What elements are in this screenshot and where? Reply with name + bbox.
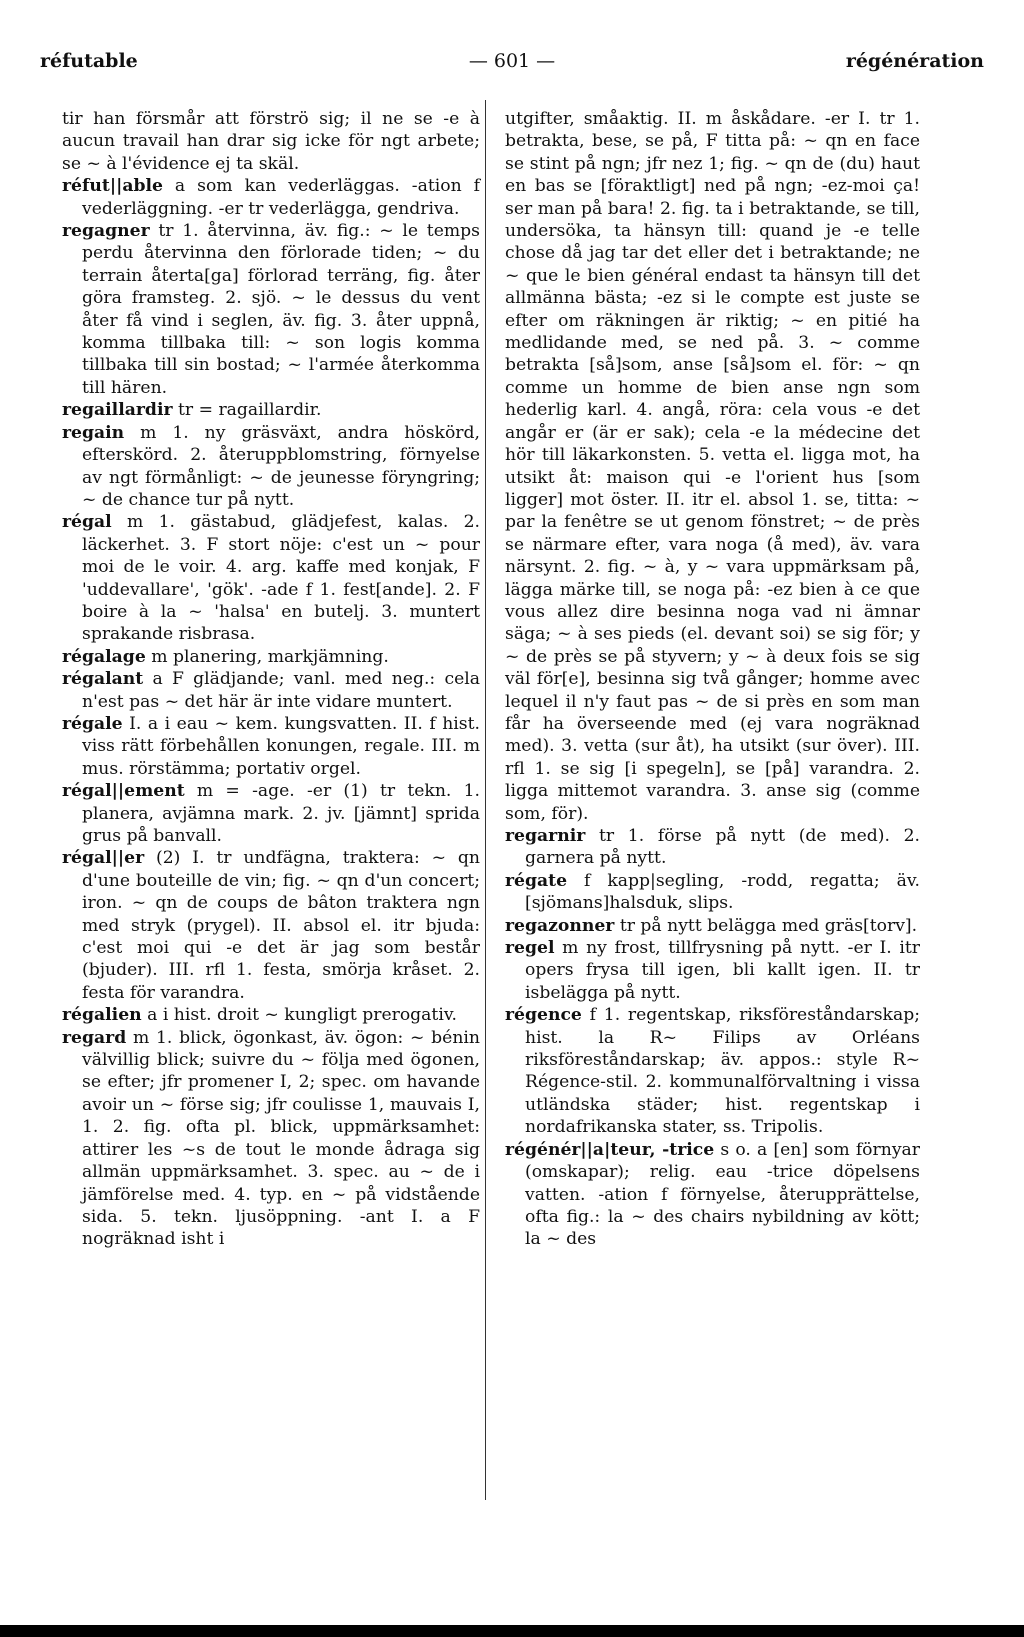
entry-headword: régence — [505, 1005, 582, 1026]
entry-text: utgifter, småaktig. II. m åskådare. -er I. tr 1. betrakta, bese, se på, F titta på: ~ qn en face se stint på ngn; jfr nez 1; fig. ~ qn de (du) haut en bas se [föraktligt] ned på ngn; -ez-moi ça! ser man på bara! 2. fig. ta i betraktande, se till, undersöka, ta hänsyn till: quand je -e telle chose då jag tar det eller det i betraktande; ne ~ que le bien général endast ta hänsyn till det allmänna bästa; -ez si le compte est juste se efter om räkningen är riktig; ~ en pitié ha medlidande med, se ned på. 3. ~ comme betrakta [så]som, anse [så]som el. för: ~ qn comme un homme de bien anse ngn som hederlig karl. 4. angå, röra: cela vous -e det angår er (är er sak); cela -e la médecine det hör till läkarkonsten. 5. vetta el. ligga mot, ha utsikt åt: maison qui -e l'orient hus [som ligger] mot öster. II. itr el. absol 1. se, titta: ~ par la fenêtre se ut genom fönstret; ~ de près se närmare efter, vara noga (å med), äv. vara närsynt. 2. fig. ~ à, y ~ vara uppmärksam på, lägga märke till, se noga på: -ez bien à ce que vous allez dire besinna noga vad ni ämnar säga; ~ à ses pieds (el. devant soi) se sig för; y ~ de près se på styvern; y ~ à deux fois se sig väl för[e], besinna sig två gånger; homme avec lequel il n'y faut pas ~ de si près en som man får ha överseende med (ej vara nogräknad med). 3. vetta (sur åt), ha utsikt (sur över). III. rfl 1. se sig [i spegeln], se [på] varandra. 2. ligga mittemot varandra. 3. anse sig (comme som, för). — [505, 109, 920, 824]
entry-headword: régal||er — [62, 848, 145, 869]
entry-headword: régal — [62, 512, 112, 533]
entry-text: f kapp|segling, -rodd, regatta; äv. [sjömans]halsduk, slips. — [525, 870, 920, 914]
entry-headword: regel — [505, 938, 555, 959]
dictionary-entry — [62, 668, 480, 713]
dictionary-entry — [62, 847, 480, 1004]
entry-text: m 1. gästabud, glädjefest, kalas. 2. läckerhet. 3. F stort nöje: c'est un ~ pour moi de le voir. 4. arg. kaffe med konjak, F 'uddevallare', 'gök'. -ade f 1. fest[ande]. 2. F boire à la ~ 'halsa' en butelj. 3. muntert sprakande risbrasa. — [82, 512, 480, 645]
dictionary-entry — [505, 870, 920, 915]
dictionary-entry — [62, 108, 480, 175]
entry-headword: régénér||a|teur, -trice — [505, 1139, 715, 1160]
entry-headword: réfut||able — [62, 176, 163, 197]
entry-text: a som kan vederläggas. -ation f vederläggning. -er tr vederlägga, gendriva. — [82, 176, 480, 219]
dictionary-entry — [62, 220, 480, 399]
column-divider — [485, 100, 486, 1500]
entry-text: tr = ragaillardir. — [178, 400, 322, 421]
entry-text: m 1. blick, ögonkast, äv. ögon: ~ bénin välvillig blick; suivre du ~ följa med ögonen, se efter; jfr promener I, 2; spec. om havande avoir un ~ förse sig; jfr coulisse 1, mauvais I, 1. 2. fig. ofta pl. blick, uppmärksamhet: attirer les ~s de tout le monde ådraga sig allmän uppmärksamhet. 3. spec. au ~ de i jämförelse med. 4. typ. en ~ på vidstående sida. 5. tekn. ljusöppning. -ant I. a F nogräknad isht i — [82, 1027, 480, 1250]
dictionary-entry — [505, 915, 920, 937]
dictionary-entry — [62, 175, 480, 220]
dictionary-entry — [505, 108, 920, 825]
entry-headword: regarnir — [505, 826, 586, 846]
dictionary-entry — [505, 825, 920, 870]
dictionary-entry — [62, 1027, 480, 1251]
entry-headword: régalage — [62, 646, 146, 667]
entry-text: tr på nytt belägga med gräs[torv]. — [619, 915, 918, 936]
dictionary-entry — [62, 713, 480, 780]
dictionary-entry — [62, 780, 480, 847]
entry-headword: regaillardir — [62, 400, 173, 421]
entry-headword: régale — [62, 713, 123, 734]
entry-text: s o. a [en] som förnyar (omskapar); relig. eau -trice döpelsens vatten. -ation f förnyelse, återupprättelse, ofta fig.: la ~ des chairs nybildning av kött; la ~ des — [525, 1139, 920, 1250]
left-column — [62, 108, 480, 1251]
entry-text: tir han försmår att förströ sig; il ne se -e à aucun travail han drar sig icke för ngt arbete; se ~ à l'évidence ej ta skäl. — [62, 109, 480, 174]
dictionary-entry — [505, 1004, 920, 1138]
entry-text: (2) I. tr undfägna, traktera: ~ qn d'une bouteille de vin; fig. ~ qn d'un concert; iron. ~ qn de coups de bâton traktera ngn med stryk (prygel). II. absol el. itr bjuda: c'est moi qui -e det är jag som består (bjuder). III. rfl 1. festa, smörja kråset. 2. festa för varandra. — [82, 848, 480, 1003]
entry-text: m 1. ny gräsväxt, andra höskörd, efterskörd. 2. återuppblomstring, förnyelse av ngt förmånligt: ~ de jeunesse föryngring; ~ de chance tur på nytt. — [82, 422, 480, 510]
entry-text: m planering, markjämning. — [151, 646, 389, 667]
entry-headword: régalant — [62, 669, 144, 690]
entry-text: m ny frost, tillfrysning på nytt. -er I. itr opers frysa till igen, bli kallt igen. II. tr isbelägga på nytt. — [525, 938, 921, 1003]
entry-headword: regagner — [62, 221, 150, 242]
dictionary-entry — [62, 422, 480, 512]
dictionary-entry — [505, 1139, 920, 1251]
entry-headword: régal||ement — [62, 781, 185, 802]
dictionary-entry — [62, 1004, 480, 1026]
entry-text: I. a i eau ~ kem. kungsvatten. II. f hist. viss rätt förbehållen konungen, regale. III. m mus. rörstämma; portativ orgel. — [82, 713, 480, 779]
guide-word-first: réfutable — [40, 50, 138, 72]
entry-text: m = -age. -er (1) tr tekn. 1. planera, avjämna mark. 2. jv. [jämnt] sprida grus på banvall. — [82, 781, 480, 846]
entry-text: a i hist. droit ~ kungligt prerogativ. — [147, 1005, 457, 1026]
dictionary-entry — [505, 937, 920, 1004]
entry-text: a F glädjande; vanl. med neg.: cela n'est pas ~ det här är inte vidare muntert. — [82, 669, 480, 712]
entry-text: f 1. regentskap, riksföreståndarskap; hist. la R~ Filips av Orléans riksföreståndarskap; äv. appos.: style R~ Régence-stil. 2. kommunalförvaltning i vissa utländska städer; hist. regentskap i nordafrikanska stater, ss. Tripolis. — [525, 1005, 921, 1138]
page-header — [40, 50, 984, 80]
guide-word-last: régénération — [845, 50, 984, 72]
scan-bottom-edge — [0, 1625, 1024, 1637]
entry-text: tr 1. förse på nytt (de med). 2. garnera på nytt. — [525, 826, 921, 869]
right-column — [505, 108, 920, 1251]
dictionary-entry — [62, 511, 480, 645]
entry-headword: regain — [62, 422, 125, 443]
dictionary-entry — [62, 399, 480, 421]
entry-headword: regard — [62, 1027, 127, 1048]
entry-text: tr 1. återvinna, äv. fig.: ~ le temps perdu återvinna den förlorade tiden; ~ du terrain återta[ga] förlorad terräng, fig. åter göra framsteg. 2. sjö. ~ le dessus du vent åter få vind i seglen, äv. fig. 3. åter uppnå, komma tillbaka till: ~ son logis komma tillbaka till sin bostad; ~ l'armée återkomma till hären. — [82, 221, 480, 398]
entry-headword: regazonner — [505, 915, 615, 936]
dictionary-entry — [62, 646, 480, 668]
page-number: — 601 — — [468, 50, 556, 72]
entry-headword: régalien — [62, 1005, 142, 1026]
entry-headword: régate — [505, 870, 568, 891]
